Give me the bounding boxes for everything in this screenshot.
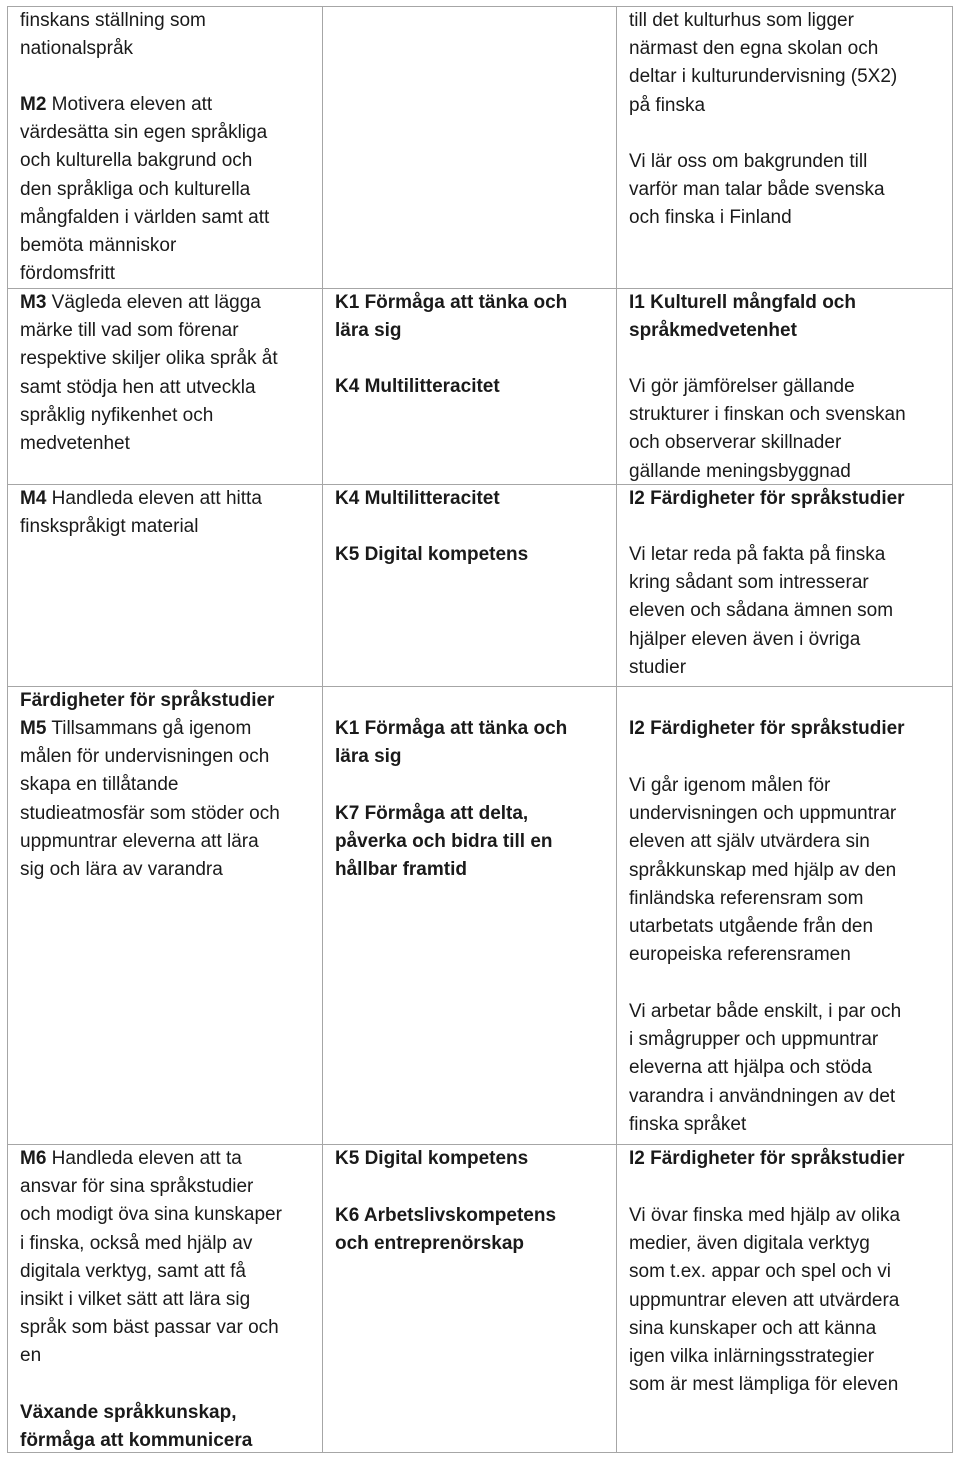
table-cell-goal <box>7 7 323 289</box>
goal-code: M4 <box>20 488 47 509</box>
goal-code: M2 <box>20 94 47 115</box>
curriculum-table <box>7 6 953 1452</box>
table-cell-competence <box>322 1145 617 1452</box>
table-cell-competence <box>322 289 617 485</box>
table-row <box>7 6 953 289</box>
cell-text: Vi gör jämförelser gällande strukturer i finskan och svenskan och observerar skillnader gällande meningsbyggnad <box>629 376 906 482</box>
content-heading: I2 Färdigheter för språkstudier <box>629 718 905 739</box>
table-cell-content <box>616 289 953 485</box>
cell-text: Vi lär oss om bakgrunden till varför man talar både svenska och finska i Finland <box>629 151 885 229</box>
goal-description: Tillsammans gå igenom målen för undervisningen och skapa en tillåtande studieatmosfär som stöder och uppmuntrar eleverna att lära sig och lära av varandra <box>20 718 280 881</box>
table-cell-content <box>616 7 953 289</box>
cell-text: finskans ställning som nationalspråk <box>20 10 206 60</box>
table-cell-content <box>616 485 953 687</box>
table-row <box>7 288 953 485</box>
table-cell-competence <box>322 687 617 1145</box>
section-heading: Växande språkkunskap, förmåga att kommunicera <box>20 1402 253 1452</box>
table-cell-goal <box>7 687 323 1145</box>
goal-description: Handleda eleven att ta ansvar för sina språkstudier och modigt öva sina kunskaper i finska, också med hjälp av digitala verktyg, samt att få insikt i vilket sätt att lära sig språk som bäst passar var och en <box>20 1148 282 1367</box>
goal-code: M6 <box>20 1148 47 1169</box>
goal-code: M5 <box>20 718 47 739</box>
goal-text <box>20 91 320 288</box>
table-cell-competence <box>322 485 617 687</box>
goal-text <box>20 485 320 541</box>
table-row <box>7 1144 953 1453</box>
competence-label: K5 Digital kompetens <box>335 1148 529 1169</box>
section-heading: Färdigheter för språkstudier <box>20 690 275 711</box>
competence-label: K1 Förmåga att tänka och lära sig <box>335 292 568 342</box>
cell-text: Vi går igenom målen för undervisningen och uppmuntrar eleven att själv utvärdera sin språkkunskap med hjälp av den finländska referensram som utarbetats utgående från den europeiska referensramen <box>629 775 897 966</box>
table-cell-goal <box>7 289 323 485</box>
cell-text: Vi övar finska med hjälp av olika medier, även digitala verktyg som t.ex. appar och spel och vi uppmuntrar eleven att utvärdera sina kunskaper och att känna igen vilka inlärningsstrategier som är mest lämpliga för eleven <box>629 1205 901 1396</box>
table-cell-competence <box>322 7 617 289</box>
goal-text <box>20 289 320 458</box>
goal-description: Vägleda eleven att lägga märke till vad som förenar respektive skiljer olika språk åt samt stödja hen att utveckla språklig nyfikenhet och medvetenhet <box>20 292 278 455</box>
content-heading: I1 Kulturell mångfald och språkmedvetenhet <box>629 292 856 342</box>
content-heading: I2 Färdigheter för språkstudier <box>629 1148 905 1169</box>
goal-description: Motivera eleven att värdesätta sin egen språkliga och kulturella bakgrund och den språkliga och kulturella mångfalden i världen samt att bemöta människor fördomsfritt <box>20 94 270 285</box>
cell-text: Vi arbetar både enskilt, i par och i smågrupper och uppmuntrar eleverna att hjälpa och stöda varandra i användningen av det finska språket <box>629 1001 902 1135</box>
table-row <box>7 686 953 1145</box>
competence-label: K6 Arbetslivskompetens och entreprenörskap <box>335 1205 557 1255</box>
competence-label: K7 Förmåga att delta, påverka och bidra till en hållbar framtid <box>335 803 553 881</box>
table-cell-goal <box>7 485 323 687</box>
table-row <box>7 484 953 687</box>
goal-description: Handleda eleven att hitta finskspråkigt material <box>20 488 262 538</box>
table-cell-content <box>616 1145 953 1452</box>
cell-text: till det kulturhus som ligger närmast den egna skolan och deltar i kulturundervisning (5X2) på finska <box>629 10 898 116</box>
competence-label: K4 Multilitteracitet <box>335 488 500 509</box>
competence-label: K5 Digital kompetens <box>335 544 529 565</box>
goal-code: M3 <box>20 292 47 313</box>
competence-label: K4 Multilitteracitet <box>335 376 500 397</box>
content-heading: I2 Färdigheter för språkstudier <box>629 488 905 509</box>
table-cell-content <box>616 687 953 1145</box>
cell-text: Vi letar reda på fakta på finska kring sådant som intresserar eleven och sådana ämnen som hjälper eleven även i övriga studier <box>629 544 894 678</box>
table-cell-goal <box>7 1145 323 1452</box>
goal-text <box>20 715 320 884</box>
competence-label: K1 Förmåga att tänka och lära sig <box>335 718 568 768</box>
goal-text <box>20 1145 320 1371</box>
